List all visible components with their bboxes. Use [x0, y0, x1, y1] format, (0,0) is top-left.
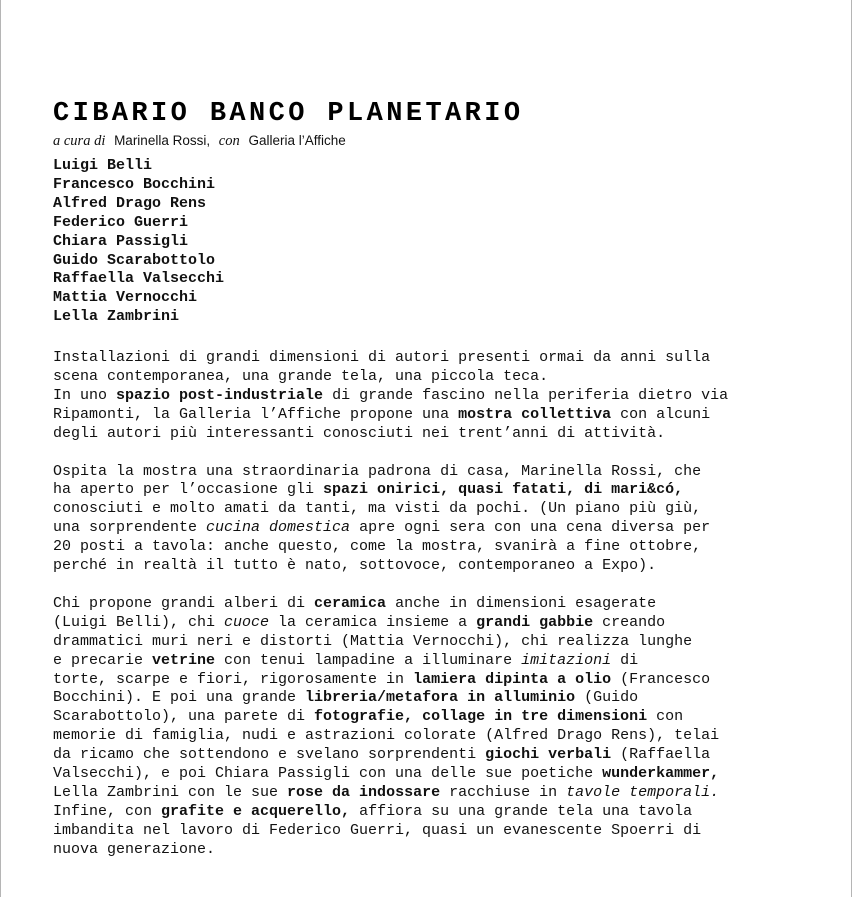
- bold-text: lamiera dipinta a olio: [413, 670, 612, 688]
- text-line: [53, 614, 813, 633]
- text-run: la ceramica insieme a: [269, 613, 477, 631]
- curator-with: con: [218, 133, 240, 149]
- text-line: degli autori più interessanti conosciuti nei trent’anni di attività.: [53, 424, 666, 442]
- text-run: Bocchini). E poi una grande: [53, 689, 306, 707]
- text-run: apre ogni sera con una cena diversa per: [350, 519, 711, 537]
- artist-item: Alfred Drago Rens: [53, 194, 207, 212]
- text-run: torte, scarpe e fiori, rigorosamente in: [53, 670, 414, 688]
- text-run: e precarie: [53, 651, 153, 669]
- text-run: Ripamonti, la Galleria l’Affiche propone una: [53, 405, 459, 423]
- curator-prefix: a cura di: [53, 133, 106, 149]
- text-run: (Raffaella: [611, 746, 711, 764]
- text-run: con: [647, 708, 684, 726]
- text-line: Installazioni di grandi dimensioni di autori presenti ormai da anni sulla: [53, 349, 711, 367]
- italic-text: cucina domestica: [206, 519, 351, 537]
- text-line: 20 posti a tavola: anche questo, come la mostra, svanirà a fine ottobre,: [53, 538, 702, 556]
- text-line: [53, 689, 813, 708]
- artist-item: Federico Guerri: [53, 213, 189, 231]
- bold-text: ceramica: [314, 594, 387, 612]
- text-line: Ospita la mostra una straordinaria padrona di casa, Marinella Rossi, che: [53, 462, 702, 480]
- text-line: [53, 519, 813, 538]
- text-run: una sorprendente: [53, 519, 207, 537]
- gallery-name: Galleria l’Affiche: [248, 133, 346, 148]
- bold-text: rose da indossare: [287, 783, 441, 801]
- text-line: scena contemporanea, una grande tela, una piccola teca.: [53, 368, 549, 386]
- text-run: Infine, con: [53, 802, 162, 820]
- text-line: [53, 746, 813, 765]
- artist-item: Raffaella Valsecchi: [53, 270, 225, 288]
- text-run: (Francesco: [611, 670, 711, 688]
- text-line: imbandita nel lavoro di Federico Guerri, quasi un evanescente Spoerri di: [53, 821, 702, 839]
- text-run: (Guido: [575, 689, 639, 707]
- paragraph-host: [53, 463, 813, 576]
- text-line: memorie di famiglia, nudi e astrazioni colorate (Alfred Drago Rens), telai: [53, 727, 720, 745]
- bold-text: mostra collettiva: [458, 405, 612, 423]
- text-line: [53, 708, 813, 727]
- artist-item: Guido Scarabottolo: [53, 251, 216, 269]
- document-content: [53, 97, 813, 860]
- text-line: drammatici muri neri e distorti (Mattia Vernocchi), chi realizza lunghe: [53, 632, 693, 650]
- bold-text: grandi gabbie: [476, 613, 594, 631]
- artist-item: Luigi Belli: [53, 157, 153, 174]
- text-run: (Luigi Belli), chi: [53, 613, 225, 631]
- text-line: nuova generazione.: [53, 840, 216, 858]
- bold-text: vetrine: [152, 651, 216, 669]
- text-run: anche in dimensioni esagerate: [386, 594, 657, 612]
- text-run: affiora su una grande tela una tavola: [350, 802, 693, 820]
- text-run: creando: [593, 613, 666, 631]
- text-line: [53, 671, 813, 690]
- text-run: ha aperto per l’occasione gli: [53, 481, 324, 499]
- artist-item: Francesco Bocchini: [53, 175, 216, 193]
- curator-name: Marinella Rossi,: [114, 133, 211, 148]
- bold-text: giochi verbali: [485, 746, 612, 764]
- text-line: conosciuti e molto amati da tanti, ma visti da pochi. (Un piano più giù,: [53, 500, 702, 518]
- paragraph-intro: [53, 349, 813, 444]
- paragraph-works: [53, 595, 813, 860]
- text-line: [53, 652, 813, 671]
- text-run: Valsecchi), e poi Chiara Passigli con una delle sue poetiche: [53, 765, 603, 783]
- text-run: Scarabottolo), una parete di: [53, 708, 315, 726]
- bold-text: fotografie, collage in tre dimensioni: [314, 708, 648, 726]
- bold-text: spazio post-industriale: [116, 386, 324, 404]
- italic-text: cuoce: [224, 613, 270, 631]
- text-run: racchiuse in: [440, 783, 567, 801]
- text-run: di grande fascino nella periferia dietro via: [323, 386, 729, 404]
- text-line: [53, 387, 813, 406]
- text-line: [53, 595, 813, 614]
- text-run: da ricamo che sottendono e svelano sorprendenti: [53, 746, 486, 764]
- text-run: Chi propone grandi alberi di: [53, 594, 315, 612]
- text-line: [53, 481, 813, 500]
- artist-item: Chiara Passigli: [53, 232, 189, 250]
- artist-list: [53, 157, 813, 327]
- text-line: [53, 803, 813, 822]
- bold-text: grafite e acquerello,: [161, 802, 351, 820]
- text-line: [53, 406, 813, 425]
- text-line: perché in realtà il tutto è nato, sottovoce, contemporaneo a Expo).: [53, 557, 657, 575]
- bold-text: spazi onirici, quasi fatati, di mari&có,: [323, 481, 684, 499]
- text-run: con tenui lampadine a illuminare: [215, 651, 522, 669]
- text-run: di: [611, 651, 639, 669]
- italic-text: imitazioni: [521, 651, 612, 669]
- text-line: [53, 784, 813, 803]
- curator-line: [53, 132, 813, 151]
- page-title: CIBARIO BANCO PLANETARIO: [53, 99, 524, 129]
- text-run: Lella Zambrini con le sue: [53, 783, 288, 801]
- bold-text: wunderkammer,: [602, 765, 720, 783]
- text-run: con alcuni: [611, 405, 711, 423]
- text-run: In uno: [53, 386, 117, 404]
- artist-item: Lella Zambrini: [53, 308, 180, 326]
- text-line: [53, 765, 813, 784]
- bold-text: libreria/metafora in alluminio: [305, 689, 576, 707]
- artist-item: Mattia Vernocchi: [53, 289, 198, 307]
- italic-text: tavole temporali.: [566, 783, 720, 801]
